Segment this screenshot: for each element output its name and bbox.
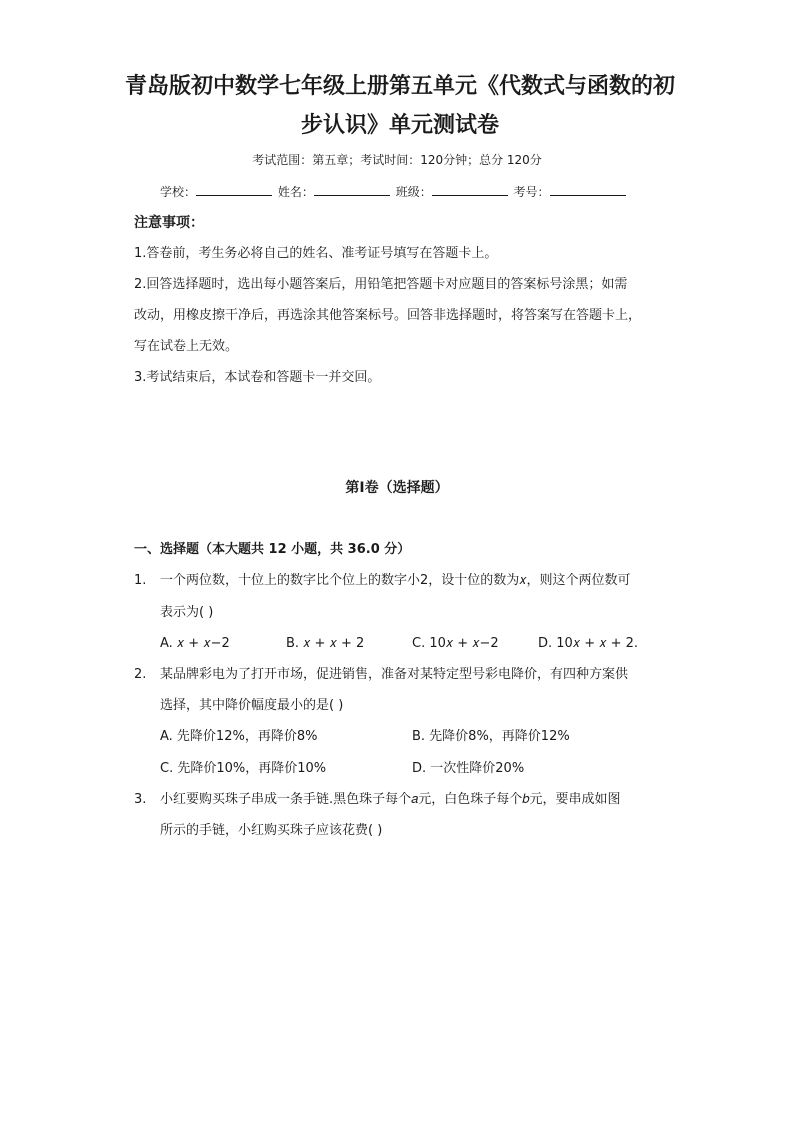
question-1-option-d[interactable]: D. 10𝑥 + 𝑥 + 2. (538, 636, 639, 651)
exam-number-blank[interactable] (550, 183, 626, 196)
exam-info: 考试范围：第五章；考试时间：120分钟；总分 120分 (252, 153, 542, 167)
exam-title-line1: 青岛版初中数学七年级上册第五单元《代数式与函数的初 (124, 73, 675, 99)
exam-number-label: 考号： (513, 185, 550, 199)
notice-item-2-line3: 写在试卷上无效。 (134, 339, 239, 354)
volume-title: 第Ⅰ卷（选择题） (345, 480, 449, 496)
name-label: 姓名： (277, 185, 314, 199)
notice-heading: 注意事项： (134, 215, 204, 231)
question-1-option-b[interactable]: B. 𝑥 + 𝑥 + 2 (286, 636, 365, 651)
notice-item-2-line1: 2.回答选择题时，选出每小题答案后，用铅笔把答题卡对应题目的答案标号涂黑；如需 (134, 277, 628, 292)
question-2-option-b[interactable]: B. 先降价8%，再降价12% (412, 729, 570, 744)
notice-item-1: 1.答卷前，考生务必将自己的姓名、准考证号填写在答题卡上。 (134, 246, 498, 261)
school-blank[interactable] (196, 183, 272, 196)
question-1-option-c[interactable]: C. 10𝑥 + 𝑥−2 (412, 636, 499, 651)
part-title: 一、选择题（本大题共 12 小题，共 36.0 分） (134, 542, 411, 557)
question-2-option-d[interactable]: D. 一次性降价20% (412, 761, 525, 776)
school-label: 学校： (160, 185, 197, 199)
question-1-line2: 表示为( ) (160, 605, 214, 620)
question-2-line2: 选择，其中降价幅度最小的是( ) (160, 698, 344, 713)
class-label: 班级： (395, 185, 432, 199)
name-blank[interactable] (314, 183, 390, 196)
notice-item-3: 3.考试结束后，本试卷和答题卡一并交回。 (134, 370, 381, 385)
question-1-option-a[interactable]: A. 𝑥 + 𝑥−2 (160, 636, 230, 651)
student-info-fields (160, 182, 628, 202)
notice-item-2-line2: 改动，用橡皮擦干净后，再选涂其他答案标号。回答非选择题时，将答案写在答题卡上， (134, 308, 642, 323)
question-2-number: 2. (134, 667, 147, 682)
question-1-number: 1. (134, 573, 147, 588)
question-3-line1: 小红要购买珠子串成一条手链.黑色珠子每个𝑎元，白色珠子每个𝑏元，要串成如图 (160, 792, 621, 807)
question-1-line1: 一个两位数，十位上的数字比个位上的数字小2，设十位的数为𝑥，则这个两位数可 (160, 573, 631, 588)
question-3-line2: 所示的手链，小红购买珠子应该花费( ) (160, 823, 383, 838)
question-2-line1: 某品牌彩电为了打开市场，促进销售，准备对某特定型号彩电降价，有四种方案供 (160, 667, 629, 682)
class-blank[interactable] (432, 183, 508, 196)
question-2-option-a[interactable]: A. 先降价12%，再降价8% (160, 729, 318, 744)
question-2-option-c[interactable]: C. 先降价10%，再降价10% (160, 761, 327, 776)
question-3-number: 3. (134, 792, 147, 807)
exam-title-line2: 步认识》单元测试卷 (300, 112, 499, 138)
